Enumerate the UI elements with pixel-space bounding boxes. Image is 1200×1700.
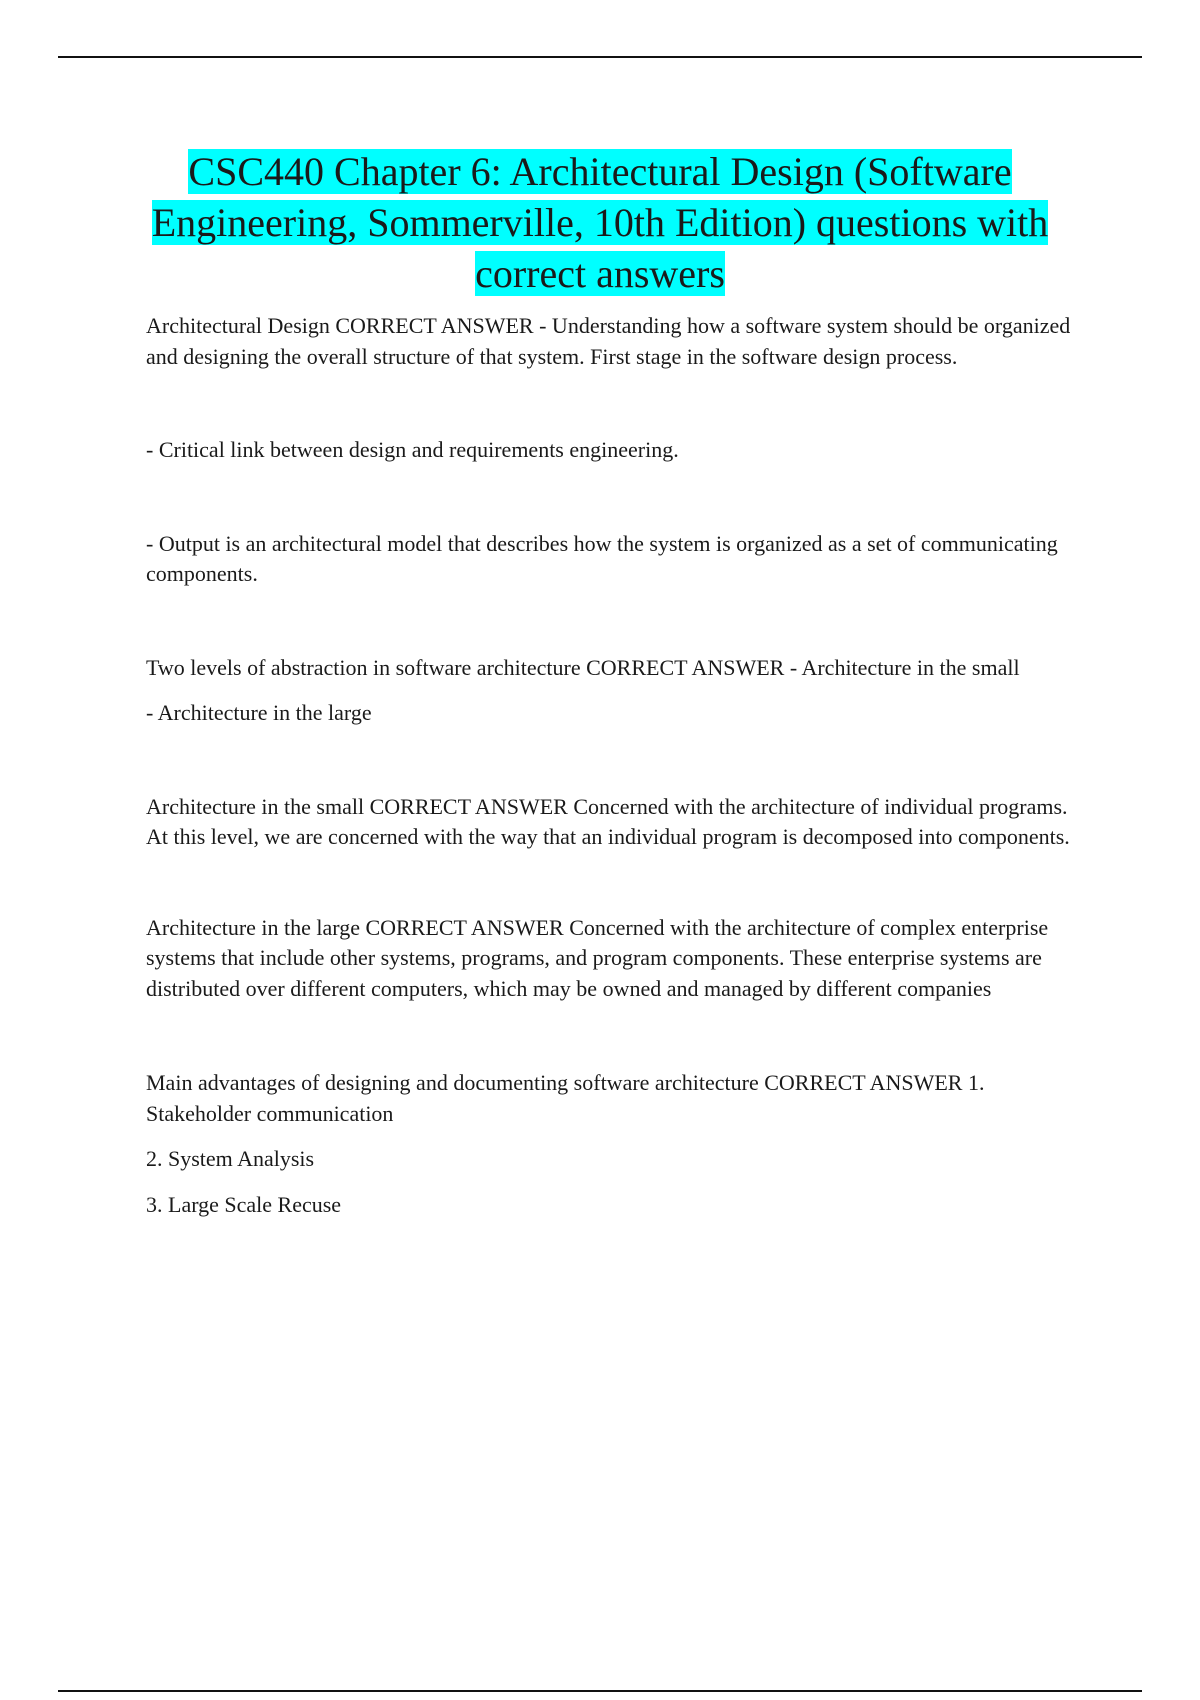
- paragraph-two-levels: Two levels of abstraction in software architecture CORRECT ANSWER - Architecture in the small: [146, 654, 1020, 680]
- paragraph-system-analysis: 2. System Analysis: [146, 1146, 315, 1171]
- bottom-rule: [58, 1690, 1142, 1692]
- paragraph-architecture-small: Architecture in the small CORRECT ANSWER Concerned with the architecture of individual programs. At this level, we are concerned with the way that an individual program is decomposed into components.: [146, 793, 1070, 849]
- document-body: [146, 311, 1076, 1220]
- paragraph-output-model: - Output is an architectural model that describes how the system is organized as a set of communicating components.: [146, 530, 1058, 586]
- paragraph-main-advantages: Main advantages of designing and documenting software architecture CORRECT ANSWER 1. Stakeholder communication: [146, 1070, 985, 1126]
- paragraph-architectural-design: Architectural Design CORRECT ANSWER - Understanding how a software system should be organized and designing the overall structure of that system. First stage in the software design process.: [146, 313, 1071, 369]
- paragraph-architecture-large: Architecture in the large CORRECT ANSWER Concerned with the architecture of complex enterprise systems that include other systems, programs, and program components. These enterprise systems are distributed over different computers, which may be owned and managed by different companies: [146, 914, 1049, 1001]
- document-title-text: CSC440 Chapter 6: Architectural Design (Software Engineering, Sommerville, 10th Edition) questions with correct answers: [151, 149, 1049, 296]
- paragraph-critical-link: - Critical link between design and requirements engineering.: [146, 437, 679, 462]
- top-rule: [58, 56, 1142, 58]
- document-title: [120, 146, 1080, 299]
- paragraph-large-scale-recuse: 3. Large Scale Recuse: [146, 1191, 342, 1217]
- paragraph-architecture-large-item: - Architecture in the large: [146, 700, 372, 725]
